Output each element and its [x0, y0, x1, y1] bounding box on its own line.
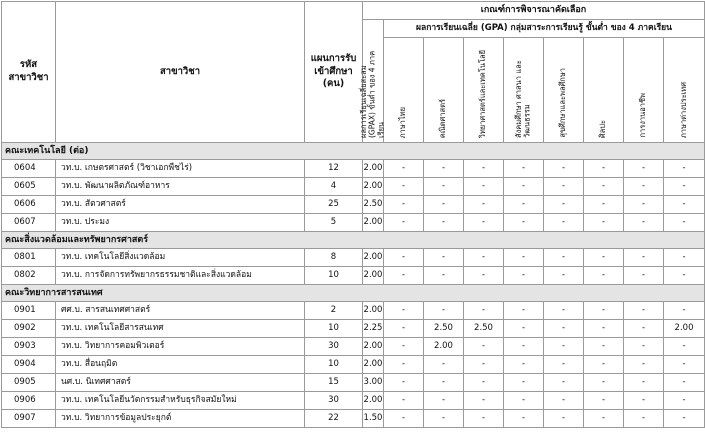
major-code-cell: 0906: [2, 392, 56, 410]
major-name-cell: วท.บ. เทคโนโลยีสิ่งแวดล้อม: [56, 249, 305, 267]
gpa-cell: -: [384, 374, 424, 392]
table-row: [2, 392, 705, 410]
gpax-cell: 2.00: [363, 214, 384, 232]
gpa-cell: -: [384, 392, 424, 410]
gpa-cell: -: [624, 356, 664, 374]
gpax-cell: 2.00: [363, 302, 384, 320]
gpa-cell: -: [384, 249, 424, 267]
header-gpax: ผลการเรียนเฉลี่ยสะสม (GPAX) ขั้นต่ำ ของ 4 ภาคเรียน: [363, 20, 384, 143]
gpa-cell: -: [664, 249, 705, 267]
gpa-cell: -: [664, 392, 705, 410]
plan-cell: 10: [305, 320, 363, 338]
header-subject: ภาษาไทย: [384, 38, 424, 143]
header-subject: ศิลปะ: [584, 38, 624, 143]
gpa-cell: -: [424, 374, 464, 392]
table-row: [2, 374, 705, 392]
gpa-cell: -: [424, 356, 464, 374]
gpa-cell: -: [544, 410, 584, 428]
table-row: [2, 320, 705, 338]
table-row: [2, 249, 705, 267]
plan-cell: 25: [305, 196, 363, 214]
faculty-header-row: [2, 285, 705, 302]
plan-cell: 4: [305, 178, 363, 196]
plan-cell: 5: [305, 214, 363, 232]
major-name-cell: ศศ.บ. สารสนเทศศาสตร์: [56, 302, 305, 320]
gpax-cell: 2.00: [363, 392, 384, 410]
plan-cell: 10: [305, 356, 363, 374]
table-row: [2, 178, 705, 196]
gpa-cell: 2.50: [424, 320, 464, 338]
gpa-cell: -: [624, 374, 664, 392]
table-row: [2, 410, 705, 428]
gpa-cell: -: [584, 410, 624, 428]
gpa-cell: -: [424, 214, 464, 232]
major-name-cell: วท.บ. ประมง: [56, 214, 305, 232]
major-name-cell: วท.บ. เทคโนโลยีสารสนเทศ: [56, 320, 305, 338]
gpa-cell: -: [424, 302, 464, 320]
gpa-cell: -: [664, 356, 705, 374]
gpa-cell: -: [584, 374, 624, 392]
gpa-cell: -: [464, 302, 504, 320]
table-row: [2, 338, 705, 356]
gpa-cell: -: [464, 374, 504, 392]
plan-cell: 22: [305, 410, 363, 428]
major-code-cell: 0606: [2, 196, 56, 214]
gpa-cell: -: [624, 410, 664, 428]
gpa-cell: -: [584, 214, 624, 232]
gpa-cell: -: [464, 410, 504, 428]
gpa-cell: -: [624, 392, 664, 410]
gpa-cell: -: [544, 267, 584, 285]
faculty-name: คณะสิ่งแวดล้อมและทรัพยากรศาสตร์: [2, 232, 705, 249]
gpa-cell: -: [464, 356, 504, 374]
major-name-cell: วท.บ. วิทยาการข้อมูลประยุกต์: [56, 410, 305, 428]
gpa-cell: -: [544, 249, 584, 267]
gpa-cell: -: [544, 196, 584, 214]
gpa-cell: -: [424, 249, 464, 267]
header-subject: ภาษาต่างประเทศ: [664, 38, 705, 143]
gpa-cell: -: [384, 356, 424, 374]
gpa-cell: -: [544, 374, 584, 392]
gpa-cell: -: [584, 267, 624, 285]
gpa-cell: -: [664, 196, 705, 214]
gpa-cell: -: [624, 196, 664, 214]
gpax-cell: 1.50: [363, 410, 384, 428]
gpa-cell: -: [504, 249, 544, 267]
gpa-cell: -: [424, 410, 464, 428]
faculty-header-row: [2, 232, 705, 249]
plan-cell: 2: [305, 302, 363, 320]
header-subject: สุขศึกษาและพลศึกษา: [544, 38, 584, 143]
gpa-cell: -: [624, 178, 664, 196]
plan-cell: 30: [305, 338, 363, 356]
major-name-cell: วท.บ. วิทยาการคอมพิวเตอร์: [56, 338, 305, 356]
gpa-cell: -: [424, 178, 464, 196]
header-subject: วิทยาศาสตร์และเทคโนโลยี: [464, 38, 504, 143]
gpa-cell: -: [624, 338, 664, 356]
gpa-cell: -: [584, 392, 624, 410]
gpa-cell: -: [584, 302, 624, 320]
gpa-cell: -: [504, 410, 544, 428]
major-name-cell: วท.บ. เกษตรศาสตร์ (วิชาเอกพืชไร่): [56, 160, 305, 178]
gpa-cell: -: [504, 160, 544, 178]
major-code-cell: 0907: [2, 410, 56, 428]
header-plan: แผนการรับ เข้าศึกษา (คน): [305, 2, 363, 143]
gpa-cell: -: [424, 267, 464, 285]
gpax-cell: 2.00: [363, 338, 384, 356]
plan-cell: 12: [305, 160, 363, 178]
gpa-cell: -: [384, 267, 424, 285]
gpa-cell: 2.00: [664, 320, 705, 338]
major-code-cell: 0801: [2, 249, 56, 267]
table-row: [2, 302, 705, 320]
gpa-cell: -: [464, 338, 504, 356]
gpa-cell: -: [584, 338, 624, 356]
major-code-cell: 0605: [2, 178, 56, 196]
major-name-cell: นศ.บ. นิเทศศาสตร์: [56, 374, 305, 392]
header-subject: คณิตศาสตร์: [424, 38, 464, 143]
major-name-cell: วท.บ. การจัดการทรัพยากรธรรมชาติและสิ่งแวดล้อม: [56, 267, 305, 285]
gpa-cell: -: [624, 249, 664, 267]
plan-cell: 8: [305, 249, 363, 267]
gpa-cell: -: [504, 267, 544, 285]
gpa-cell: -: [504, 392, 544, 410]
table-row: [2, 196, 705, 214]
gpa-cell: -: [664, 160, 705, 178]
gpax-cell: 2.00: [363, 356, 384, 374]
plan-cell: 10: [305, 267, 363, 285]
gpa-cell: -: [584, 196, 624, 214]
gpa-cell: -: [504, 196, 544, 214]
faculty-name: คณะเทคโนโลยี (ต่อ): [2, 143, 705, 160]
gpa-cell: -: [384, 214, 424, 232]
gpa-cell: 2.50: [464, 320, 504, 338]
major-code-cell: 0901: [2, 302, 56, 320]
table-row: [2, 356, 705, 374]
gpax-cell: 2.50: [363, 196, 384, 214]
gpax-cell: 2.25: [363, 320, 384, 338]
table-header: [2, 2, 705, 143]
header-subject: สังคมศึกษา ศาสนา และวัฒนธรรม: [504, 38, 544, 143]
gpa-cell: -: [544, 320, 584, 338]
gpa-cell: -: [384, 410, 424, 428]
gpa-cell: -: [664, 267, 705, 285]
gpa-cell: -: [464, 267, 504, 285]
header-gpa-group: ผลการเรียนเฉลี่ย (GPA) กลุ่มสาระการเรียนรู้ ขั้นต่ำ ของ 4 ภาคเรียน: [384, 20, 705, 38]
gpax-cell: 2.00: [363, 267, 384, 285]
table-row: [2, 214, 705, 232]
gpa-cell: -: [464, 160, 504, 178]
gpa-cell: -: [664, 302, 705, 320]
gpa-cell: -: [544, 160, 584, 178]
gpa-cell: -: [664, 214, 705, 232]
gpa-cell: -: [624, 302, 664, 320]
gpa-cell: -: [464, 196, 504, 214]
gpa-cell: -: [384, 320, 424, 338]
major-code-cell: 0904: [2, 356, 56, 374]
gpa-cell: -: [544, 392, 584, 410]
gpax-cell: 2.00: [363, 178, 384, 196]
gpa-cell: -: [424, 392, 464, 410]
major-code-cell: 0905: [2, 374, 56, 392]
gpa-cell: -: [664, 178, 705, 196]
gpax-cell: 3.00: [363, 374, 384, 392]
gpa-cell: -: [464, 214, 504, 232]
major-code-cell: 0903: [2, 338, 56, 356]
gpa-cell: -: [464, 392, 504, 410]
major-code-cell: 0607: [2, 214, 56, 232]
gpa-cell: -: [504, 374, 544, 392]
faculty-name: คณะวิทยาการสารสนเทศ: [2, 285, 705, 302]
table-row: [2, 267, 705, 285]
gpa-cell: -: [504, 214, 544, 232]
admission-criteria-table: [1, 1, 705, 428]
header-major: สาขาวิชา: [56, 2, 305, 143]
gpa-cell: -: [424, 196, 464, 214]
header-subject: การงานอาชีพ: [624, 38, 664, 143]
table-row: [2, 160, 705, 178]
gpa-cell: -: [384, 338, 424, 356]
major-code-cell: 0902: [2, 320, 56, 338]
gpa-cell: -: [544, 356, 584, 374]
table-body: [2, 143, 705, 428]
gpa-cell: -: [624, 160, 664, 178]
gpa-cell: -: [584, 320, 624, 338]
gpa-cell: -: [464, 178, 504, 196]
gpa-cell: -: [664, 374, 705, 392]
gpa-cell: -: [544, 214, 584, 232]
gpa-cell: -: [504, 338, 544, 356]
faculty-header-row: [2, 143, 705, 160]
gpa-cell: -: [504, 320, 544, 338]
major-code-cell: 0802: [2, 267, 56, 285]
gpa-cell: -: [664, 338, 705, 356]
gpa-cell: -: [584, 249, 624, 267]
gpa-cell: -: [544, 302, 584, 320]
major-name-cell: วท.บ. เทคโนโลยีนวัตกรรมสำหรับธุรกิจสมัยใหม่: [56, 392, 305, 410]
major-name-cell: วท.บ. พัฒนาผลิตภัณฑ์อาหาร: [56, 178, 305, 196]
gpa-cell: -: [544, 338, 584, 356]
gpa-cell: -: [624, 214, 664, 232]
header-criteria-title: เกณฑ์การพิจารณาคัดเลือก: [363, 2, 705, 20]
gpa-cell: -: [504, 356, 544, 374]
gpa-cell: -: [384, 178, 424, 196]
gpax-cell: 2.00: [363, 249, 384, 267]
gpa-cell: -: [504, 178, 544, 196]
major-name-cell: วท.บ. สื่อนฤมิต: [56, 356, 305, 374]
major-code-cell: 0604: [2, 160, 56, 178]
gpa-cell: -: [384, 196, 424, 214]
gpa-cell: 2.00: [424, 338, 464, 356]
major-name-cell: วท.บ. สัตวศาสตร์: [56, 196, 305, 214]
gpa-cell: -: [624, 267, 664, 285]
gpa-cell: -: [664, 410, 705, 428]
gpax-cell: 2.00: [363, 160, 384, 178]
plan-cell: 30: [305, 392, 363, 410]
gpa-cell: -: [544, 178, 584, 196]
gpa-cell: -: [624, 320, 664, 338]
gpa-cell: -: [424, 160, 464, 178]
gpa-cell: -: [584, 178, 624, 196]
gpa-cell: -: [384, 160, 424, 178]
gpa-cell: -: [464, 249, 504, 267]
plan-cell: 15: [305, 374, 363, 392]
gpa-cell: -: [384, 302, 424, 320]
gpa-cell: -: [504, 302, 544, 320]
gpa-cell: -: [584, 356, 624, 374]
header-code: รหัส สาขาวิชา: [2, 2, 56, 143]
gpa-cell: -: [584, 160, 624, 178]
